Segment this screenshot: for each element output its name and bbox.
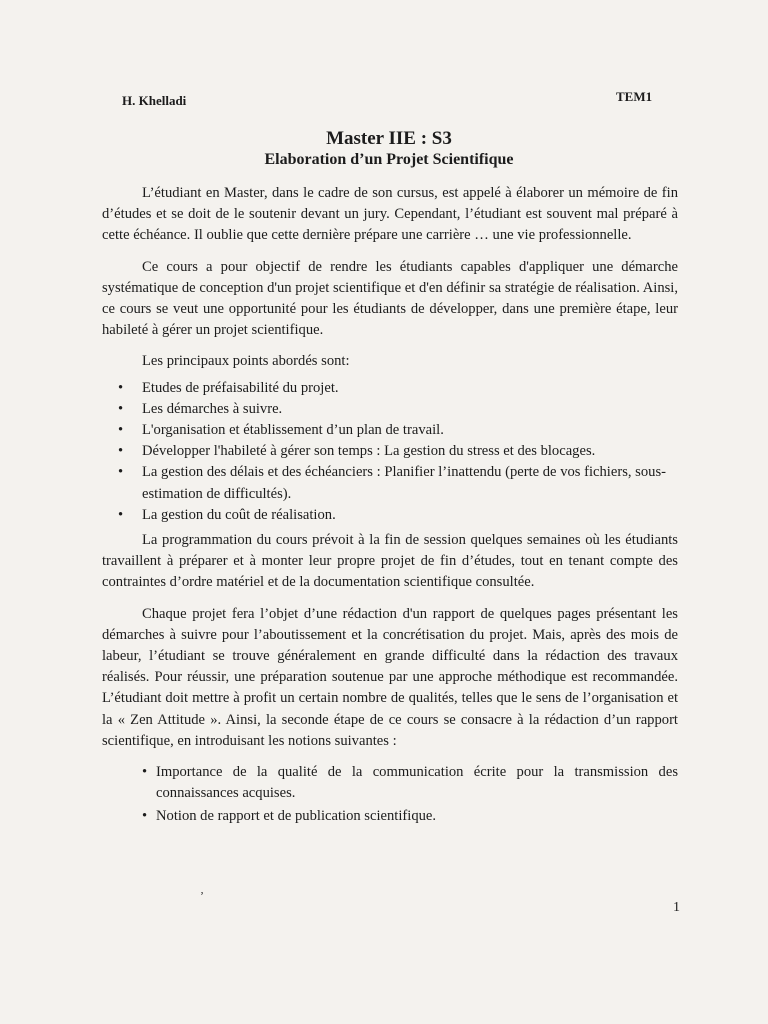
body-text bbox=[102, 183, 678, 830]
list-item: • Les démarches à suivre. bbox=[102, 399, 678, 420]
list-item: • La gestion des délais et des échéanciers : Planifier l’inattendu (perte de vos fichiers, sous-estimation de difficultés). bbox=[102, 462, 678, 504]
paragraph-programming: La programmation du cours prévoit à la fin de session quelques semaines où les étudiants travaillent à préparer et à monter leur propre projet de fin d’études, tout en tenant compte des contraintes d’ordre matériel et de la documentation scientifique consultée. bbox=[102, 532, 678, 591]
scan-mark: ʼ bbox=[200, 889, 204, 903]
list-item: • Importance de la qualité de la communication écrite pour la transmission des connaissances acquises. bbox=[102, 762, 678, 804]
page-number: 1 bbox=[673, 900, 680, 915]
list-item: • L'organisation et établissement d’un plan de travail. bbox=[102, 420, 678, 441]
page-subtitle: Elaboration d’un Projet Scientifique bbox=[264, 151, 514, 168]
course-code: TEM1 bbox=[616, 89, 653, 104]
points-list bbox=[102, 378, 678, 526]
list-item: • Notion de rapport et de publication scientifique. bbox=[102, 806, 678, 827]
list-item: • Etudes de préfaisabilité du projet. bbox=[102, 378, 678, 399]
list-item: • Développer l'habileté à gérer son temps : La gestion du stress et des blocages. bbox=[102, 441, 678, 462]
list-item: • La gestion du coût de réalisation. bbox=[102, 505, 678, 526]
paragraph-points-intro: Les principaux points abordés sont: bbox=[142, 353, 350, 370]
page-title: Master IIE : S3 bbox=[326, 128, 452, 149]
paragraph-objective: Ce cours a pour objectif de rendre les étudiants capables d'appliquer une démarche systématique de conception d'un projet scientifique et d'en définir sa stratégie de réalisation. Ainsi, ce cours se veut une opportunité pour les étudiants de développer, dans une première étape, leur habileté à gérer un projet scientifique. bbox=[102, 258, 678, 339]
author-name: H. Khelladi bbox=[122, 93, 187, 108]
notions-list bbox=[102, 762, 678, 828]
paragraph-report: Chaque projet fera l’objet d’une rédaction d'un rapport de quelques pages présentant les démarches à suivre pour l’aboutissement et la concrétisation du projet. Mais, après des mois de labeur, l’étudiant se trouve généralement en grande difficulté dans la rédaction des travaux réalisés. Pour réussir, une préparation soutenue par une approche méthodique est recommandée. L’étudiant doit mettre à profit un certain nombre de qualités, telles que le sens de l’organisation et la « Zen Attitude ». Ainsi, la seconde étape de ce cours se consacre à la rédaction d’un rapport scientifique, en introduisant les notions suivantes : bbox=[102, 605, 678, 749]
paragraph-intro: L’étudiant en Master, dans le cadre de son cursus, est appelé à élaborer un mémoire de fin d’études et se doit de le soutenir devant un jury. Cependant, l’étudiant est souvent mal préparé à cette échéance. Il oublie que cette dernière prépare une carrière … une vie professionnelle. bbox=[102, 185, 678, 244]
